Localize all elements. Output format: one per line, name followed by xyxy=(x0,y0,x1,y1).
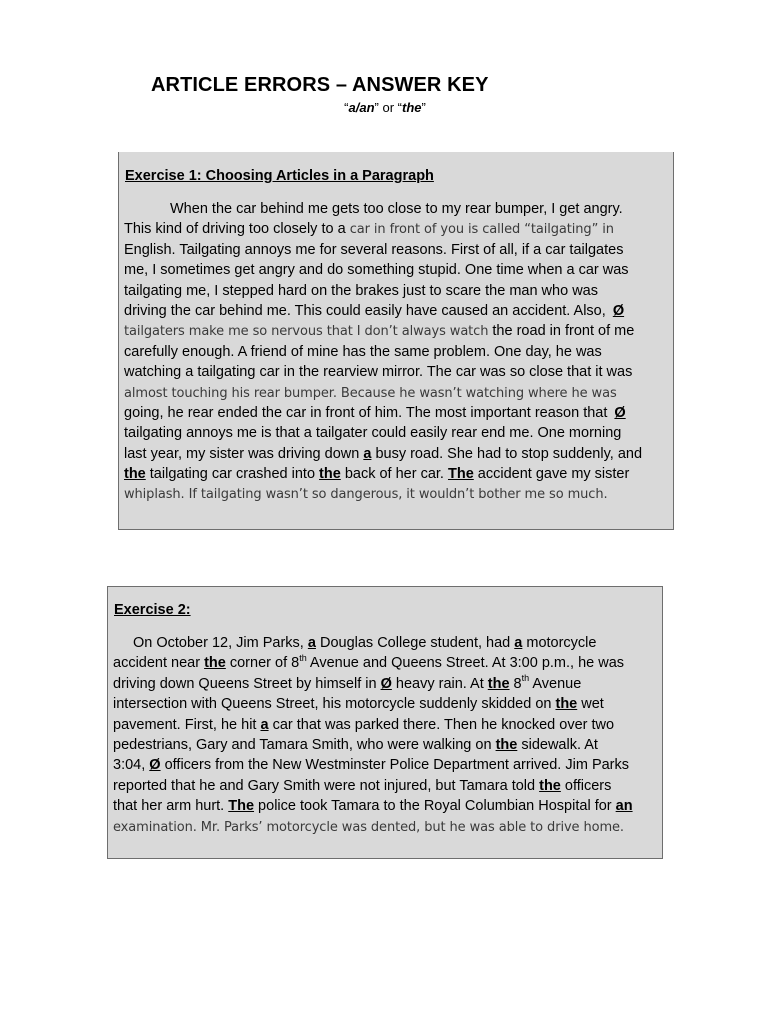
text-segment: tailgating car crashed into xyxy=(145,466,320,483)
article-answer: the xyxy=(555,696,578,713)
article-answer: The xyxy=(426,364,452,381)
paragraph-line xyxy=(124,383,670,403)
page-title: ARTICLE ERRORS – ANSWER KEY xyxy=(151,74,489,96)
zero-article-blank: Ø xyxy=(612,302,625,319)
text-segment: th xyxy=(521,672,530,683)
option-the: the xyxy=(401,100,422,115)
paragraph-line xyxy=(113,776,661,796)
article-answer: Ø xyxy=(149,757,161,774)
exercise-2-paragraph xyxy=(113,633,661,837)
text-segment: On October 12, Jim Parks, xyxy=(133,635,308,651)
text-segment: car was xyxy=(574,262,629,279)
article-answer: a xyxy=(514,635,523,651)
article-answer: a xyxy=(307,635,316,651)
zero-article-blank: Ø xyxy=(614,404,626,421)
article-answer: the xyxy=(492,323,513,340)
paragraph-line xyxy=(113,715,661,735)
paragraph-line xyxy=(124,423,670,443)
article-answer: the xyxy=(124,466,146,483)
article-answer: the xyxy=(539,777,561,794)
text-segment: tailgating annoys me is that xyxy=(124,425,304,442)
exercise-2-heading: Exercise 2: xyxy=(114,602,191,618)
exercise-1-box xyxy=(118,152,674,530)
article-answer: a xyxy=(185,364,194,381)
text-segment: accident. Also, xyxy=(508,302,610,319)
text-segment: brakes just to scare xyxy=(351,282,486,299)
text-segment: 3:04, xyxy=(113,757,150,774)
paragraph-line xyxy=(124,321,670,341)
quote-or: ” or “ xyxy=(374,100,402,115)
text-segment: wet xyxy=(577,696,604,713)
text-segment: driving xyxy=(124,302,171,319)
article-answer: the xyxy=(298,364,320,381)
text-segment: reported that he and Gary Smith were not injured, but Tamara told xyxy=(113,777,540,794)
text-segment: accident gave my sister xyxy=(473,466,630,483)
paragraph-line xyxy=(124,444,670,464)
paragraph-line xyxy=(113,817,661,837)
text-segment: car was so close that it was xyxy=(451,364,633,381)
text-segment: driving down Queens Street by himself in xyxy=(113,675,381,692)
text-segment: English. Tailgating annoys me for several reasons. First of all, if xyxy=(124,241,534,258)
text-segment: heavy rain. At xyxy=(391,675,488,692)
article-answer: the xyxy=(261,404,283,421)
text-segment: carefully enough. xyxy=(124,343,238,360)
paragraph-line xyxy=(124,281,670,301)
paragraph-line xyxy=(124,403,670,423)
article-answer: a xyxy=(260,716,269,733)
text-segment: man who was xyxy=(505,282,598,299)
article-answer: a xyxy=(533,241,542,258)
text-segment: Avenue and Queens Street. At 3:00 p.m., he was xyxy=(306,655,625,672)
text-segment: tailgating me, I stepped hard on xyxy=(124,282,332,299)
article-answer: the xyxy=(369,343,391,360)
article-answer: a xyxy=(303,425,312,442)
article-answer: The xyxy=(405,404,431,421)
article-answer: the xyxy=(319,466,341,483)
text-segment: car behind me gets too close to my rear bumper, I get angry. xyxy=(232,201,623,217)
text-segment: 8 xyxy=(509,675,522,692)
article-answer: the xyxy=(211,201,233,217)
article-answer: the xyxy=(170,302,191,319)
text-segment: road in front of me xyxy=(512,323,635,340)
text-segment: back of her car. xyxy=(340,466,448,483)
text-segment: officers from the New Westminster Police Department arrived. Jim Parks xyxy=(160,757,630,774)
article-answer: the xyxy=(495,736,518,753)
option-a-an: a/an xyxy=(348,100,375,115)
text-segment: Douglas College student, had xyxy=(315,635,515,651)
article-answer: The xyxy=(448,466,474,483)
paragraph-line xyxy=(113,653,661,673)
text-segment: officers xyxy=(560,777,612,794)
text-segment: sidewalk. At xyxy=(517,736,598,753)
paragraph-line xyxy=(124,199,670,219)
article-answer: the xyxy=(487,675,510,692)
article-answer: the xyxy=(331,282,352,299)
paragraph-line xyxy=(113,755,661,775)
text-segment: last year, my sister was driving down xyxy=(124,445,364,462)
article-answer: a xyxy=(566,262,575,279)
text-segment: pedestrians, Gary and Tamara Smith, who were walking on xyxy=(113,736,496,753)
text-segment: When xyxy=(170,201,212,217)
text-segment: car tailgates xyxy=(541,241,624,258)
article-answer: a xyxy=(337,221,346,238)
quote-close: ” xyxy=(421,100,426,115)
quote-open: “ xyxy=(344,100,349,115)
article-answer: the xyxy=(204,655,226,672)
text-segment: car behind me. This could easily have caused xyxy=(190,302,493,319)
text-segment: car in front of you is called “tailgating” in xyxy=(345,222,614,238)
text-segment: police took Tamara to the Royal Columbian Hospital for xyxy=(254,798,616,815)
paragraph-line xyxy=(113,694,661,714)
paragraph-line xyxy=(124,342,670,362)
exercise-1-heading: Exercise 1: Choosing Articles in a Paragraph xyxy=(125,168,434,184)
text-segment: whiplash. If tailgating wasn’t so dangerous, it wouldn’t bother me so much. xyxy=(124,487,608,503)
text-segment: busy road. She had to stop suddenly, and xyxy=(371,445,643,462)
text-segment: corner of 8 xyxy=(225,655,300,672)
text-segment: car that was parked there. Then he knocked over two xyxy=(268,716,615,733)
text-segment: most important reason that xyxy=(430,404,612,421)
exercise-1-paragraph xyxy=(124,199,670,505)
text-segment: friend of mine has xyxy=(246,343,370,360)
text-segment: accident near xyxy=(113,655,205,672)
text-segment: motorcycle xyxy=(522,635,597,651)
text-segment: Avenue xyxy=(529,675,582,692)
paragraph-line xyxy=(113,633,661,653)
paragraph-line xyxy=(124,362,670,382)
article-answer: The xyxy=(228,798,255,815)
exercise-2-box xyxy=(107,586,663,859)
text-segment: tailgaters make me so nervous that I don’t always watch xyxy=(124,324,493,340)
text-segment: tailgater could easily rear end me. One morning xyxy=(311,425,622,442)
text-segment: car in front of him. xyxy=(282,404,406,421)
text-segment: that her arm hurt. xyxy=(113,798,229,815)
article-answer: an xyxy=(615,798,633,815)
text-segment: th xyxy=(299,652,307,663)
text-segment: same problem. One day, he was xyxy=(390,343,602,360)
paragraph-line xyxy=(124,464,670,484)
text-segment: watching xyxy=(124,364,186,381)
article-answer: a xyxy=(363,445,372,462)
paragraph-line xyxy=(124,260,670,280)
text-segment: almost touching his rear bumper. Because he wasn’t watching where he was xyxy=(124,385,617,401)
article-answer: A xyxy=(237,343,247,360)
text-segment: This kind of driving too closely to xyxy=(124,221,338,238)
text-segment: pavement. First, he hit xyxy=(113,716,261,733)
article-answer: an xyxy=(492,302,509,319)
article-answer: Ø xyxy=(380,675,392,692)
paragraph-line xyxy=(124,301,670,321)
text-segment: me, I sometimes get angry and do something stupid. One time when xyxy=(124,262,567,279)
article-answer: the xyxy=(485,282,506,299)
paragraph-line xyxy=(113,735,661,755)
text-segment: rearview mirror. xyxy=(319,364,427,381)
page-subtitle xyxy=(0,100,768,115)
text-segment: examination. Mr. Parks’ motorcycle was dented, but he was able to drive home. xyxy=(113,819,624,835)
paragraph-line xyxy=(124,484,670,504)
paragraph-line xyxy=(124,240,670,260)
paragraph-line xyxy=(113,674,661,694)
text-segment: intersection with Queens Street, his motorcycle suddenly skidded on xyxy=(113,696,556,713)
text-segment: going, he rear ended xyxy=(124,404,262,421)
paragraph-line xyxy=(124,219,670,239)
paragraph-line xyxy=(113,796,661,816)
text-segment: tailgating car in xyxy=(193,364,299,381)
